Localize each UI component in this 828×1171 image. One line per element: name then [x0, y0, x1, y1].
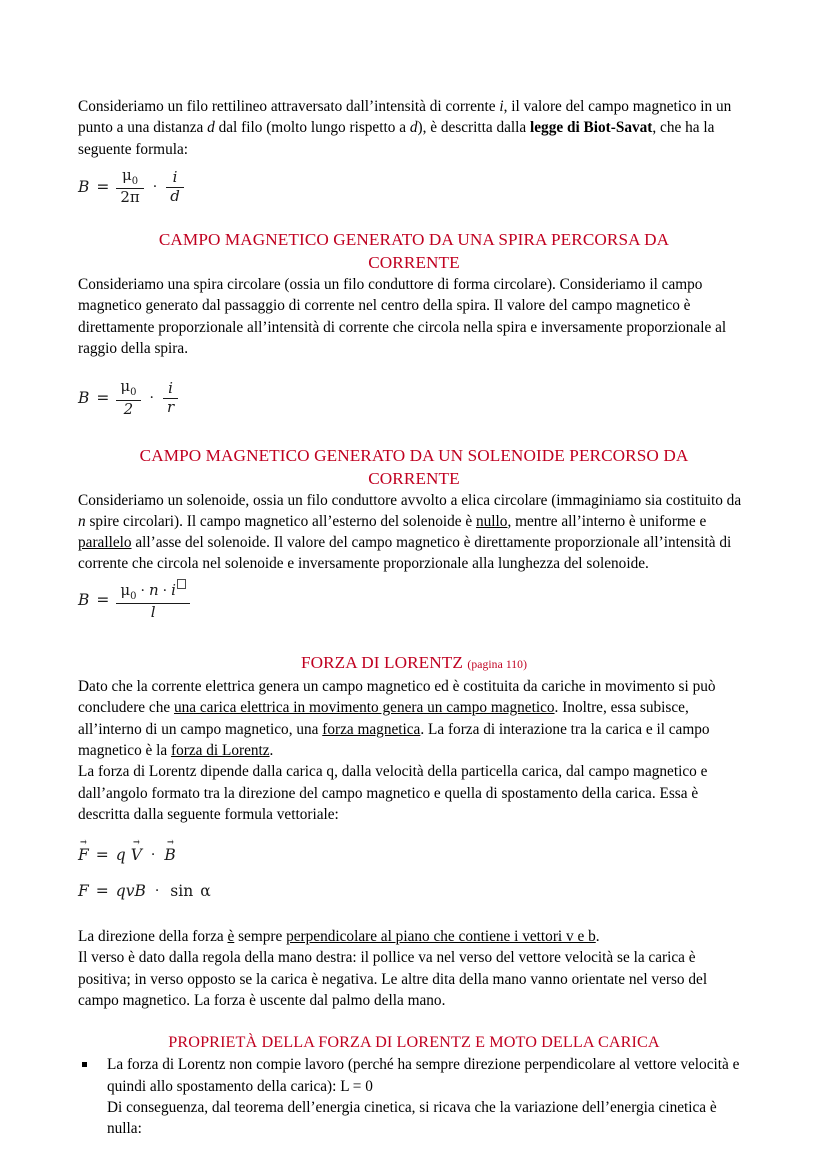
intro-text-5: , che ha la seguente formula:: [78, 119, 715, 158]
lorentz-text-3: . La forza di interazione tra la carica e il campo magnetico è la: [78, 720, 710, 759]
list-item: [78, 1054, 750, 1139]
formula-solenoide-lhs: B: [78, 590, 90, 609]
formula-lorentz-vector: [78, 845, 750, 864]
lorentz-paragraph-2: La forza di Lorentz dipende dalla carica q, dalla velocità della particella carica, dal campo magnetico e dall’angolo formato tra la direzione del campo magnetico e quella di spostamento della carica. Essa è descritta dalla seguente formula vettoriale:: [78, 763, 708, 823]
intro-text-1: Consideriamo un filo rettilineo attraversato dall’intensità di corrente: [78, 98, 500, 115]
heading-forza-lorentz: [78, 651, 750, 676]
solenoide-underline-nullo: nullo: [476, 512, 508, 530]
proprieta-bullet-line2: Di conseguenza, dal teorema dell’energia cinetica, si ricava che la variazione dell’energia cinetica è nulla:: [107, 1098, 717, 1138]
direzione-text-3: .: [595, 928, 600, 946]
direzione-text-1: La direzione della forza: [78, 928, 228, 946]
formula-biot-fraction-1: [116, 165, 143, 207]
solenoide-text-3: , mentre all’interno è uniforme e: [507, 512, 707, 530]
lorentz-underline-3: forza di Lorentz: [171, 741, 270, 759]
heading-campo-spira-line1: CAMPO MAGNETICO GENERATO DA UNA SPIRA PERCORSA DA: [158, 230, 670, 250]
intro-paragraph: [78, 96, 750, 160]
formula-biot-numerator-1: $\mu_0$: [122, 165, 139, 187]
solenoide-var-n: n: [78, 512, 86, 530]
formula-lorentz-vector-lhs: F →: [78, 845, 89, 864]
spira-paragraph: Consideriamo una spira circolare (ossia un filo conduttore di forma circolare). Consideriamo il campo magnetico generato dal passaggio di corrente nel centro della spira. Il valore del campo magnetico è direttamente proporzionale all’intensità di corrente che circola nella spira e inversamente proporzionale al raggio della spira.: [78, 276, 727, 358]
formula-spira-fraction-1: [116, 379, 140, 417]
solenoide-text-1: Consideriamo un solenoide, ossia un filo conduttore avvolto a elica circolare (immaginiamo sia costituito da: [78, 491, 742, 509]
formula-biot-numerator-2: i: [172, 167, 178, 186]
formula-biot-fraction-2: [166, 167, 184, 205]
lorentz-underline-2: forza magnetica: [322, 720, 421, 738]
intro-law-name: legge di Biot-Savat: [530, 119, 653, 137]
formula-solenoide: [78, 579, 750, 621]
heading-forza-lorentz-text: FORZA DI LORENTZ: [300, 653, 463, 673]
formula-lorentz-vector-q: q: [115, 845, 126, 864]
formula-spira-dot: ·: [149, 390, 154, 407]
heading-campo-spira-line2: CORRENTE: [368, 253, 460, 273]
intro-var-d2: d: [409, 119, 418, 137]
heading-campo-solenoide: [78, 444, 750, 490]
heading-campo-solenoide-line2: CORRENTE: [368, 468, 460, 488]
intro-var-d: d: [207, 119, 215, 137]
formula-lorentz-scalar: [78, 882, 750, 900]
formula-lorentz-scalar-equals: =: [95, 882, 109, 901]
solenoide-text-2: spire circolari). Il campo magnetico all’esterno del solenoide è: [85, 512, 476, 530]
lorentz-text-4: .: [269, 741, 274, 759]
lorentz-underline-1: una carica elettrica in movimento genera un campo magnetico: [173, 699, 555, 717]
heading-campo-spira: [78, 228, 750, 274]
proprieta-bullet-line1: La forza di Lorentz non compie lavoro (perché ha sempre direzione perpendicolare al vettore velocità e quindi allo spostamento della carica): L = 0: [107, 1056, 740, 1095]
formula-biot-dot: ·: [152, 179, 158, 196]
formula-biot-denominator-1: 2π: [116, 188, 143, 206]
intro-text-4: ), è descritta dalla: [417, 119, 531, 137]
formula-lorentz-vector-b: B →: [164, 845, 175, 864]
intro-text-2: , il valore del campo magnetico in un punto a una distanza: [78, 98, 732, 137]
proprieta-bullet-list: [78, 1054, 750, 1139]
formula-biot-lhs: B: [78, 178, 90, 197]
formula-lorentz-scalar-rhs: qvB: [115, 882, 146, 901]
formula-solenoide-equals: =: [96, 590, 110, 609]
formula-lorentz-vector-equals: =: [95, 845, 109, 864]
formula-spira-numerator-1: $\mu_0$: [120, 377, 137, 399]
formula-spira-denominator-1: 2: [116, 400, 140, 418]
formula-solenoide-denominator: l: [116, 603, 190, 621]
formula-lorentz-vector-dot: ·: [150, 846, 156, 863]
formula-spira-numerator-2: i: [168, 379, 173, 398]
formula-lorentz-scalar-dot: ·: [154, 883, 160, 900]
formula-spira-lhs: B: [78, 389, 90, 408]
formula-lorentz-scalar-sin: sin: [170, 882, 194, 901]
intro-var-i: i: [499, 98, 504, 115]
solenoide-underline-parallelo: parallelo: [78, 534, 132, 552]
direzione-paragraph-1: [78, 926, 750, 947]
formula-solenoide-numerator: $\mu_0 \cdot n \cdot i$: [116, 579, 190, 604]
missing-glyph-box: [177, 579, 186, 589]
formula-spira-fraction-2: [163, 381, 178, 416]
heading-campo-solenoide-line1: CAMPO MAGNETICO GENERATO DA UN SOLENOIDE PERCORSO DA: [139, 445, 689, 465]
formula-biot-equals: =: [96, 178, 110, 197]
formula-lorentz-vector-v: V →: [131, 845, 142, 864]
solenoide-paragraph: [78, 490, 750, 575]
formula-biot-savart: [78, 165, 750, 207]
formula-lorentz-scalar-lhs: F: [78, 882, 89, 901]
lorentz-text-2: . Inoltre, essa subisce, all’interno di un campo magnetico, una: [78, 699, 689, 738]
document-content: [78, 96, 750, 1139]
formula-lorentz-scalar-alpha: α: [200, 882, 211, 901]
direzione-underline-rest: perpendicolare al piano che contiene i vettori v e b: [286, 928, 596, 946]
formula-solenoide-fraction: [116, 579, 190, 621]
direzione-underline-e: è: [227, 928, 235, 946]
formula-biot-denominator-2: d: [166, 187, 184, 205]
bullet-square-icon: [82, 1062, 87, 1067]
lorentz-paragraph-1: [78, 676, 750, 761]
heading-forza-lorentz-page-note: (pagina 110): [467, 658, 528, 672]
formula-spira: [78, 379, 750, 417]
direzione-paragraph-2: Il verso è dato dalla regola della mano destra: il pollice va nel verso del vettore velocità se la carica è positiva; in verso opposto se la carica è negativa. Le altre dita della mano vanno orientate nel verso del campo magnetico. La forza è uscente dal palmo della mano.: [78, 949, 708, 1009]
solenoide-text-4: all’asse del solenoide. Il valore del campo magnetico è direttamente proporzionale all’intensità di corrente che circola nel solenoide e inversamente proporzionale alla lunghezza del solenoide.: [78, 534, 732, 573]
lorentz-text-1: Dato che la corrente elettrica genera un campo magnetico ed è costituita da cariche in movimento si può concludere che: [78, 678, 716, 717]
heading-proprieta-lorentz: PROPRIETÀ DELLA FORZA DI LORENTZ E MOTO DELLA CARICA: [168, 1033, 660, 1052]
intro-text-3: dal filo (molto lungo rispetto a: [214, 119, 410, 137]
formula-spira-equals: =: [96, 389, 110, 408]
formula-spira-denominator-2: r: [163, 398, 178, 416]
direzione-text-2: sempre: [234, 928, 287, 946]
